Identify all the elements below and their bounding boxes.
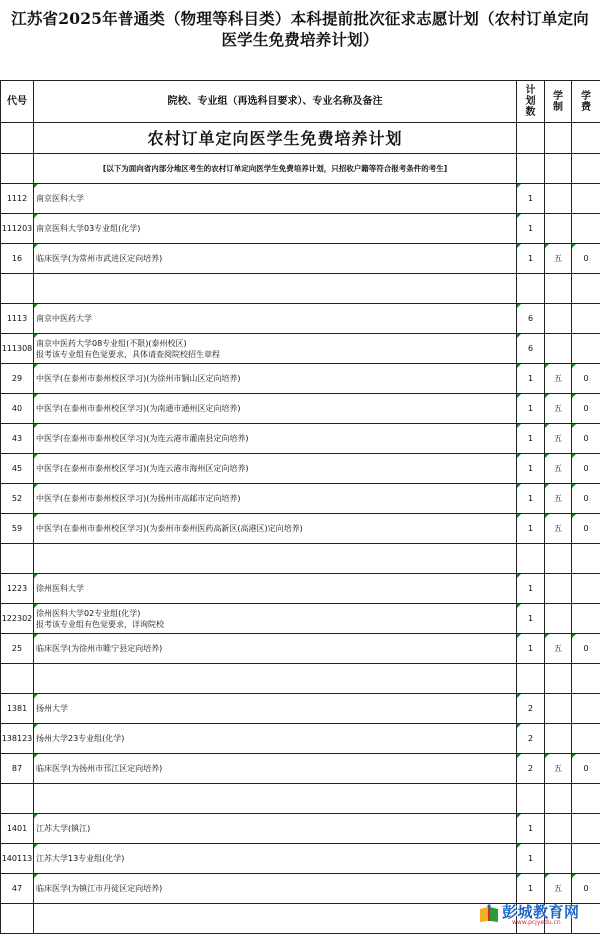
table-row bbox=[1, 754, 600, 784]
cell-fee: 0 bbox=[572, 514, 600, 544]
cell-fee bbox=[572, 574, 600, 604]
cell-name-remark: 报考该专业组有色觉要求，具体请查阅院校招生章程 bbox=[36, 349, 516, 360]
header-duration: 学 制 bbox=[545, 81, 572, 123]
table-row bbox=[1, 844, 600, 874]
cell-code: 1113 bbox=[1, 304, 34, 334]
cell-duration: 五 bbox=[545, 514, 572, 544]
cell-name bbox=[34, 754, 517, 784]
cell-name-line: 徐州医科大学 bbox=[36, 583, 516, 594]
cell-fee: 0 bbox=[572, 244, 600, 274]
cell-fee: 0 bbox=[572, 364, 600, 394]
blank-row bbox=[1, 784, 600, 814]
cell-duration bbox=[545, 724, 572, 754]
cell-fee bbox=[572, 334, 600, 364]
table-row bbox=[1, 394, 600, 424]
cell-fee bbox=[572, 814, 600, 844]
cell-name-line: 扬州大学 bbox=[36, 703, 516, 714]
cell-fee bbox=[572, 724, 600, 754]
cell-name bbox=[34, 214, 517, 244]
cell-name-line: 中医学(在泰州市泰州校区学习)(为南通市通州区定向培养) bbox=[36, 403, 516, 414]
cell-duration bbox=[545, 214, 572, 244]
cell-name-line: 中医学(在泰州市泰州校区学习)(为连云港市灌南县定向培养) bbox=[36, 433, 516, 444]
cell-plan: 1 bbox=[517, 604, 545, 634]
cell-fee bbox=[572, 184, 600, 214]
cell-code: 47 bbox=[1, 874, 34, 904]
cell-duration bbox=[545, 184, 572, 214]
page-title bbox=[0, 8, 600, 50]
cell-duration: 五 bbox=[545, 394, 572, 424]
cell-name bbox=[34, 634, 517, 664]
page-title-line-1: 江苏省2025年普通类（物理等科目类）本科提前批次征求志愿计划（农村订单定向 bbox=[0, 8, 600, 29]
cell-code: 1112 bbox=[1, 184, 34, 214]
table-row bbox=[1, 364, 600, 394]
cell-name bbox=[34, 694, 517, 724]
cell-duration bbox=[545, 304, 572, 334]
table-row bbox=[1, 184, 600, 214]
table-row bbox=[1, 874, 600, 904]
table-row bbox=[1, 634, 600, 664]
cell-name-line: 中医学(在泰州市泰州校区学习)(为泰州市泰州医药高新区(高港区)定向培养) bbox=[36, 523, 516, 534]
cell-name bbox=[34, 454, 517, 484]
cell-plan: 1 bbox=[517, 214, 545, 244]
cell-code: 1401 bbox=[1, 814, 34, 844]
cell-plan: 1 bbox=[517, 184, 545, 214]
cell-duration: 五 bbox=[545, 364, 572, 394]
cell-plan: 1 bbox=[517, 454, 545, 484]
table-row bbox=[1, 694, 600, 724]
cell-fee: 0 bbox=[572, 424, 600, 454]
cell-name bbox=[34, 304, 517, 334]
cell-name-line: 江苏大学13专业组(化学) bbox=[36, 853, 516, 864]
cell-duration: 五 bbox=[545, 754, 572, 784]
cell-fee bbox=[572, 304, 600, 334]
cell-code: 29 bbox=[1, 364, 34, 394]
cell-fee bbox=[572, 844, 600, 874]
book-logo-icon bbox=[478, 904, 500, 924]
cell-plan: 1 bbox=[517, 244, 545, 274]
cell-name-line: 中医学(在泰州市泰州校区学习)(为连云港市海州区定向培养) bbox=[36, 463, 516, 474]
cell-name bbox=[34, 874, 517, 904]
table-row bbox=[1, 514, 600, 544]
cell-duration: 五 bbox=[545, 874, 572, 904]
cell-duration bbox=[545, 334, 572, 364]
page-title-line-2: 医学生免费培养计划） bbox=[0, 29, 600, 50]
cell-name bbox=[34, 484, 517, 514]
table-row bbox=[1, 214, 600, 244]
cell-code: 111203 bbox=[1, 214, 34, 244]
table-row bbox=[1, 814, 600, 844]
site-watermark bbox=[476, 900, 596, 928]
section-title: 农村订单定向医学生免费培养计划 bbox=[34, 123, 517, 154]
cell-name bbox=[34, 424, 517, 454]
cell-fee: 0 bbox=[572, 874, 600, 904]
cell-plan: 6 bbox=[517, 334, 545, 364]
cell-plan: 1 bbox=[517, 574, 545, 604]
cell-name-line: 南京医科大学 bbox=[36, 193, 516, 204]
cell-duration bbox=[545, 574, 572, 604]
cell-name-line: 南京医科大学03专业组(化学) bbox=[36, 223, 516, 234]
cell-name bbox=[34, 244, 517, 274]
header-code: 代号 bbox=[1, 81, 34, 123]
cell-code: 52 bbox=[1, 484, 34, 514]
cell-name-line: 江苏大学(镇江) bbox=[36, 823, 516, 834]
table-row bbox=[1, 304, 600, 334]
header-fee: 学 费 bbox=[572, 81, 600, 123]
table-row bbox=[1, 334, 600, 364]
cell-name bbox=[34, 814, 517, 844]
cell-code: 59 bbox=[1, 514, 34, 544]
cell-fee: 0 bbox=[572, 454, 600, 484]
cell-plan: 1 bbox=[517, 514, 545, 544]
cell-name-line: 南京中医药大学 bbox=[36, 313, 516, 324]
cell-duration: 五 bbox=[545, 454, 572, 484]
cell-plan: 6 bbox=[517, 304, 545, 334]
cell-name bbox=[34, 364, 517, 394]
blank-row bbox=[1, 544, 600, 574]
cell-duration: 五 bbox=[545, 634, 572, 664]
cell-code: 1381 bbox=[1, 694, 34, 724]
watermark-name: 彭城教育网 bbox=[502, 901, 580, 922]
cell-name bbox=[34, 574, 517, 604]
cell-name-line: 中医学(在泰州市泰州校区学习)(为扬州市高邮市定向培养) bbox=[36, 493, 516, 504]
cell-plan: 1 bbox=[517, 814, 545, 844]
cell-duration bbox=[545, 694, 572, 724]
cell-plan: 2 bbox=[517, 754, 545, 784]
cell-plan: 1 bbox=[517, 844, 545, 874]
cell-name-remark: 报考该专业组有色觉要求，详询院校 bbox=[36, 619, 516, 630]
blank-row bbox=[1, 274, 600, 304]
cell-plan: 1 bbox=[517, 424, 545, 454]
table-row bbox=[1, 604, 600, 634]
cell-name-line: 徐州医科大学02专业组(化学) bbox=[36, 608, 516, 619]
cell-name bbox=[34, 514, 517, 544]
cell-plan: 1 bbox=[517, 364, 545, 394]
table-header-row bbox=[1, 81, 600, 123]
cell-name bbox=[34, 334, 517, 364]
watermark-url: www.pcjyedu.cn bbox=[512, 919, 561, 926]
cell-fee: 0 bbox=[572, 394, 600, 424]
table-row bbox=[1, 424, 600, 454]
section-title-row bbox=[1, 123, 600, 154]
cell-fee bbox=[572, 214, 600, 244]
table-row bbox=[1, 244, 600, 274]
cell-plan: 2 bbox=[517, 724, 545, 754]
cell-code: 87 bbox=[1, 754, 34, 784]
cell-code: 111308 bbox=[1, 334, 34, 364]
cell-duration bbox=[545, 604, 572, 634]
cell-code: 25 bbox=[1, 634, 34, 664]
cell-name bbox=[34, 394, 517, 424]
table-row bbox=[1, 574, 600, 604]
cell-code: 40 bbox=[1, 394, 34, 424]
header-name: 院校、专业组（再选科目要求）、专业名称及备注 bbox=[34, 81, 517, 123]
cell-plan: 1 bbox=[517, 634, 545, 664]
cell-fee bbox=[572, 604, 600, 634]
cell-name bbox=[34, 184, 517, 214]
cell-plan: 1 bbox=[517, 484, 545, 514]
cell-plan: 1 bbox=[517, 394, 545, 424]
blank-row bbox=[1, 664, 600, 694]
plan-table bbox=[0, 80, 600, 934]
cell-duration bbox=[545, 844, 572, 874]
cell-fee: 0 bbox=[572, 634, 600, 664]
cell-duration: 五 bbox=[545, 244, 572, 274]
section-note: [以下为面向省内部分地区考生的农村订单定向医学生免费培养计划，只招收户籍等符合报考条件的考生] bbox=[34, 154, 517, 184]
cell-name-line: 扬州大学23专业组(化学) bbox=[36, 733, 516, 744]
cell-name-line: 临床医学(为镇江市丹徒区定向培养) bbox=[36, 883, 516, 894]
section-note-row bbox=[1, 154, 600, 184]
cell-name-line: 临床医学(为常州市武进区定向培养) bbox=[36, 253, 516, 264]
cell-code: 138123 bbox=[1, 724, 34, 754]
cell-duration bbox=[545, 814, 572, 844]
cell-name bbox=[34, 604, 517, 634]
header-plan: 计 划 数 bbox=[517, 81, 545, 123]
cell-duration: 五 bbox=[545, 424, 572, 454]
cell-plan: 2 bbox=[517, 694, 545, 724]
cell-fee: 0 bbox=[572, 484, 600, 514]
cell-name-line: 临床医学(为徐州市睢宁县定向培养) bbox=[36, 643, 516, 654]
table-row bbox=[1, 724, 600, 754]
cell-name bbox=[34, 724, 517, 754]
cell-fee: 0 bbox=[572, 754, 600, 784]
cell-plan: 1 bbox=[517, 874, 545, 904]
table-row bbox=[1, 454, 600, 484]
cell-fee bbox=[572, 694, 600, 724]
table-row bbox=[1, 484, 600, 514]
cell-code: 43 bbox=[1, 424, 34, 454]
cell-code: 1223 bbox=[1, 574, 34, 604]
cell-name-line: 南京中医药大学08专业组(不限)(泰州校区) bbox=[36, 338, 516, 349]
cell-code: 16 bbox=[1, 244, 34, 274]
cell-code: 140113 bbox=[1, 844, 34, 874]
cell-name-line: 中医学(在泰州市泰州校区学习)(为徐州市铜山区定向培养) bbox=[36, 373, 516, 384]
cell-name bbox=[34, 844, 517, 874]
cell-duration: 五 bbox=[545, 484, 572, 514]
cell-code: 45 bbox=[1, 454, 34, 484]
cell-name-line: 临床医学(为扬州市邗江区定向培养) bbox=[36, 763, 516, 774]
cell-code: 122302 bbox=[1, 604, 34, 634]
